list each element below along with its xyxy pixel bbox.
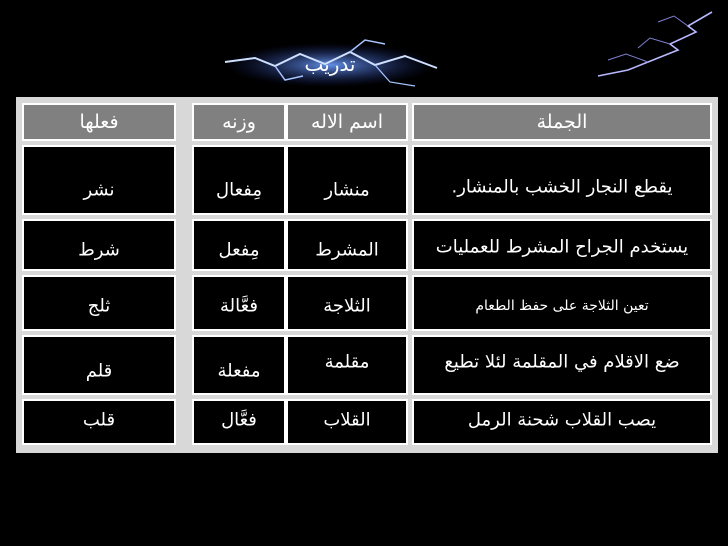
row-4-verb: قلم — [22, 335, 176, 395]
row-2-pattern: مِفعل — [192, 219, 286, 271]
row-5-tool: القلاب — [286, 399, 408, 445]
row-1-sentence: يقطع النجار الخشب بالمنشار. — [412, 145, 712, 215]
row-5-verb: قلب — [22, 399, 176, 445]
row-4-pattern: مفعلة — [192, 335, 286, 395]
lightning-right-image — [578, 8, 718, 80]
header-tool: اسم الاله — [286, 103, 408, 141]
row-5-pattern: فعَّال — [192, 399, 286, 445]
header-verb: فعلها — [22, 103, 176, 141]
row-2-tool: المشرط — [286, 219, 408, 271]
exercise-table — [16, 97, 718, 453]
row-1-pattern: مِفعال — [192, 145, 286, 215]
row-2-verb: شرط — [22, 219, 176, 271]
row-3-pattern: فعَّالة — [192, 275, 286, 331]
row-1-tool: منشار — [286, 145, 408, 215]
row-4-tool: مقلمة — [286, 335, 408, 395]
row-5-sentence: يصب القلاب شحنة الرمل — [412, 399, 712, 445]
row-4-sentence: ضع الاقلام في المقلمة لئلا تطيع — [412, 335, 712, 395]
header-pattern: وزنه — [192, 103, 286, 141]
row-3-verb: ثلج — [22, 275, 176, 331]
header-sentence: الجملة — [412, 103, 712, 141]
row-1-verb: نشر — [22, 145, 176, 215]
row-3-sentence: تعين الثلاجة على حفظ الطعام — [412, 275, 712, 331]
row-2-sentence: يستخدم الجراح المشرط للعمليات — [412, 219, 712, 271]
slide-title: تدريب — [304, 52, 356, 76]
row-3-tool: الثلاجة — [286, 275, 408, 331]
